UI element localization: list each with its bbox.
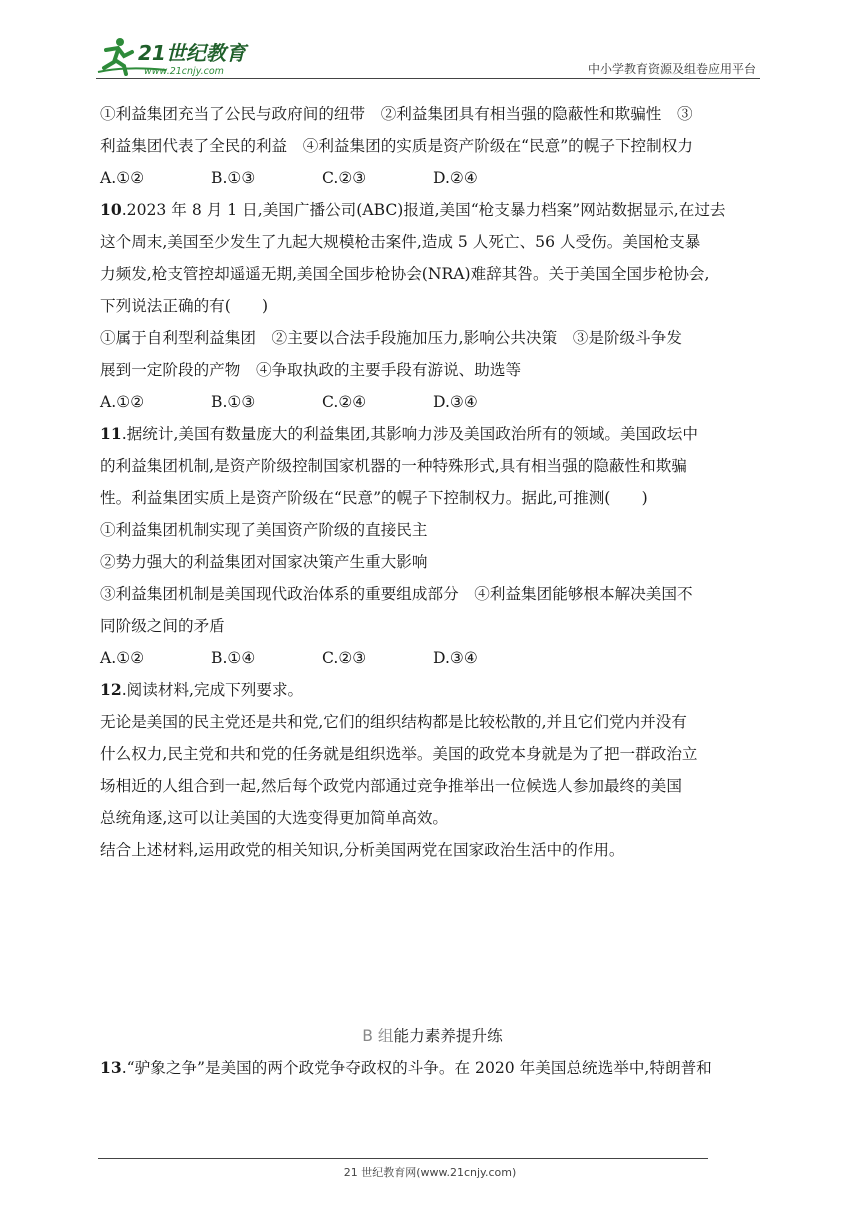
q11-options (100, 642, 765, 674)
q11-stem-line: 性。利益集团实质上是资产阶级在“民意”的幌子下控制权力。据此,可推测( ) (100, 489, 648, 507)
q12-stem-line: 12.阅读材料,完成下列要求。 (100, 680, 304, 699)
section-title (100, 1020, 765, 1052)
q9-option-d: D.②④ (433, 169, 478, 187)
q11-stem-line: 的利益集团机制,是资产阶级控制国家机器的一种特殊形式,具有相当强的隐蔽性和欺骗 (100, 457, 687, 475)
q10-statement-line: ①属于自利型利益集团 ②主要以合法手段施加压力,影响公共决策 ③是阶级斗争发 (100, 329, 682, 347)
page-footer: 21 世纪教育网(www.21cnjy.com) (343, 1166, 517, 1179)
q12-material-line: 什么权力,民主党和共和党的任务就是组织选举。美国的政党本身就是为了把一群政治立 (100, 745, 698, 763)
question-content (100, 98, 765, 1084)
footer-divider (98, 1158, 708, 1159)
q11-statement-line: ②势力强大的利益集团对国家决策产生重大影响 (100, 553, 428, 571)
q11-option-a: A.①② (100, 649, 145, 667)
q10-stem-line: 下列说法正确的有( ) (100, 297, 269, 315)
q13-number: 13 (100, 1058, 122, 1077)
q10-stem-line: 这个周末,美国至少发生了九起大规模枪击案件,造成 5 人死亡、56 人受伤。美国枪支暴 (100, 233, 701, 251)
q11-statement-line: 同阶级之间的矛盾 (100, 617, 225, 635)
q10-options (100, 386, 765, 418)
q12-prompt-line: 结合上述材料,运用政党的相关知识,分析美国两党在国家政治生活中的作用。 (100, 841, 625, 859)
q10-statement-line: 展到一定阶段的产物 ④争取执政的主要手段有游说、助选等 (100, 361, 522, 379)
answer-space (100, 866, 765, 1020)
q9-options (100, 162, 765, 194)
q10-stem-line: 力频发,枪支管控却遥遥无期,美国全国步枪协会(NRA)难辞其咎。关于美国全国步枪协会, (100, 265, 710, 283)
q12-material-line: 总统角逐,这可以让美国的大选变得更加简单高效。 (100, 809, 449, 827)
q10-option-d: D.③④ (433, 393, 478, 411)
section-name: 能力素养提升练 (393, 1027, 503, 1045)
q11-option-c: C.②③ (322, 649, 367, 667)
platform-label: 中小学教育资源及组卷应用平台 (587, 62, 756, 76)
q9-statement-line: ①利益集团充当了公民与政府间的纽带 ②利益集团具有相当强的隐蔽性和欺骗性 ③ (100, 105, 693, 123)
q10-stem-line: 10.2023 年 8 月 1 日,美国广播公司(ABC)报道,美国“枪支暴力档案”网站数据显示,在过去 (100, 200, 726, 219)
q12-number: 12 (100, 680, 122, 699)
q11-option-d: D.③④ (433, 649, 478, 667)
page-header (96, 36, 760, 78)
q10-option-a: A.①② (100, 393, 145, 411)
q10-option-b: B.①③ (211, 393, 256, 411)
q11-statement-line: ③利益集团机制是美国现代政治体系的重要组成部分 ④利益集团能够根本解决美国不 (100, 585, 693, 603)
q12-material-line: 无论是美国的民主党还是共和党,它们的组织结构都是比较松散的,并且它们党内并没有 (100, 713, 687, 731)
q12-material-line: 场相近的人组合到一起,然后每个政党内部通过竞争推举出一位候选人参加最终的美国 (100, 777, 682, 795)
logo-text: 21世纪教育 (138, 41, 246, 65)
q13-stem-line: 13.“驴象之争”是美国的两个政党争夺政权的斗争。在 2020 年美国总统选举中,特朗普和 (100, 1058, 712, 1077)
section-letter: B 组 (362, 1027, 394, 1045)
q10-number: 10 (100, 200, 122, 219)
q11-statement-line: ①利益集团机制实现了美国资产阶级的直接民主 (100, 521, 428, 539)
header-divider (96, 78, 760, 79)
q11-option-b: B.①④ (211, 649, 256, 667)
q11-stem-line: 11.据统计,美国有数量庞大的利益集团,其影响力涉及美国政治所有的领域。美国政坛中 (100, 424, 698, 443)
q9-option-b: B.①③ (211, 169, 256, 187)
q9-option-a: A.①② (100, 169, 145, 187)
q10-option-c: C.②④ (322, 393, 367, 411)
site-logo (96, 36, 266, 78)
q9-statement-line: 利益集团代表了全民的利益 ④利益集团的实质是资产阶级在“民意”的幌子下控制权力 (100, 137, 693, 155)
q9-option-c: C.②③ (322, 169, 367, 187)
logo-url: www.21cnjy.com (144, 66, 224, 77)
q11-number: 11 (100, 424, 122, 443)
